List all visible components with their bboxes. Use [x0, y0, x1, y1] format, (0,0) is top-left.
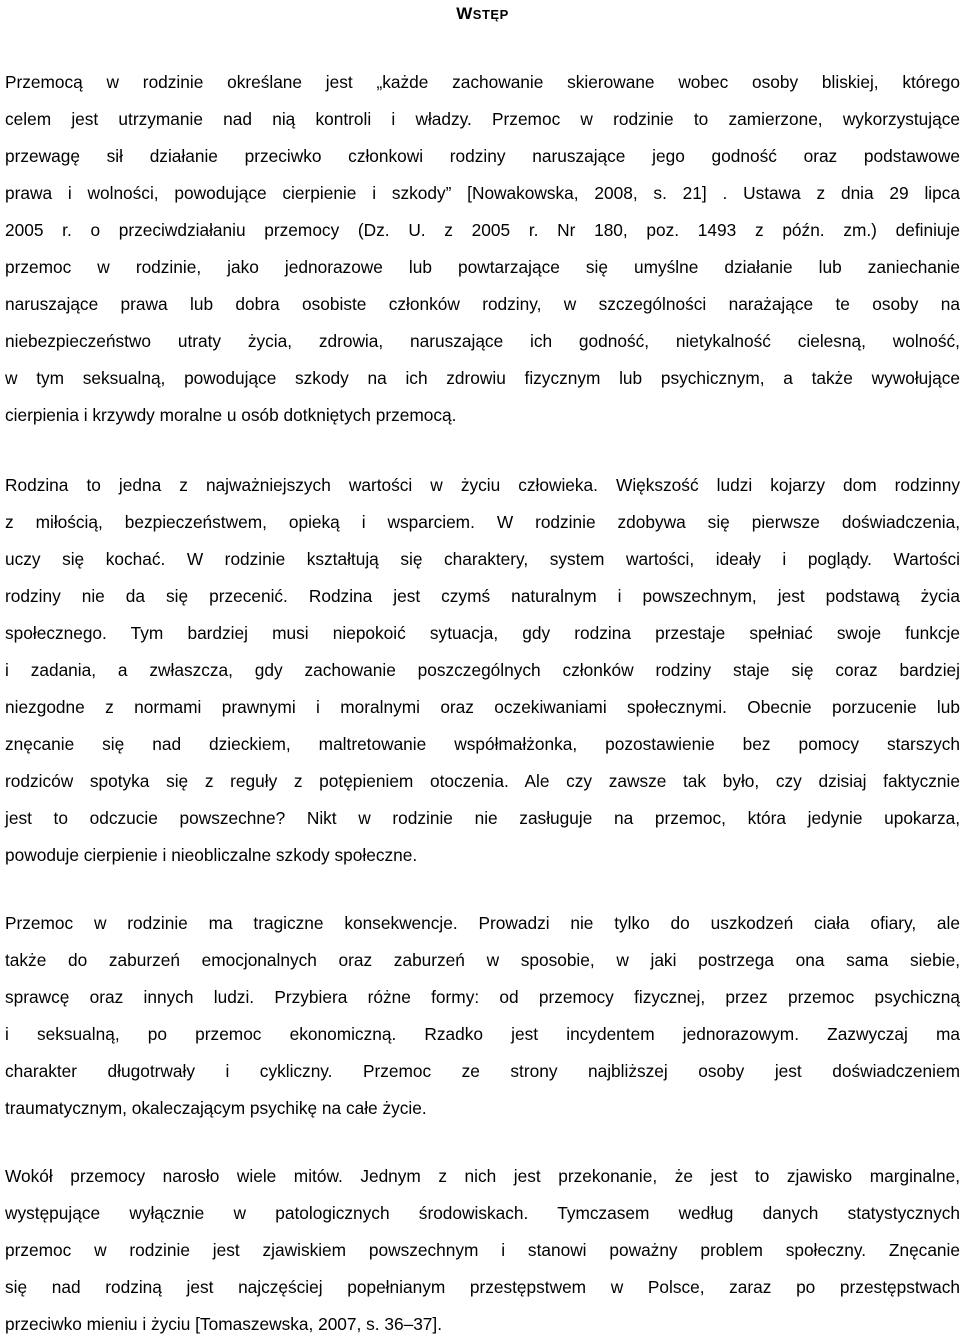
text-line: naruszające prawa lub dobra osobiste członków rodziny, w szczególności narażające te osoby na: [5, 294, 960, 314]
text-line: społecznego. Tym bardziej musi niepokoić sytuacja, gdy rodzina przestaje spełniać swoje funkcje: [5, 623, 960, 643]
text-line: przemoc w rodzinie, jako jednorazowe lub powtarzające się umyślne działanie lub zaniechanie: [5, 257, 960, 277]
text-line: znęcanie się nad dzieckiem, maltretowanie współmałżonka, pozostawienie bez pomocy starszych: [5, 734, 960, 754]
text-line: 2005 r. o przeciwdziałaniu przemocy (Dz. U. z 2005 r. Nr 180, poz. 1493 z późn. zm.) definiuje: [5, 220, 960, 240]
text-line: w tym seksualną, powodujące szkody na ich zdrowiu fizycznym lub psychicznym, a także wywołujące: [5, 368, 960, 388]
text-line: przeciwko mieniu i życiu [Tomaszewska, 2007, s. 36–37].: [5, 1314, 443, 1334]
text-line: cierpienia i krzywdy moralne u osób dotkniętych przemocą.: [5, 405, 457, 425]
text-line: i seksualną, po przemoc ekonomiczną. Rzadko jest incydentem jednorazowym. Zazwyczaj ma: [5, 1024, 960, 1044]
heading-rest: STĘP: [472, 7, 509, 22]
text-line: powoduje cierpienie i nieobliczalne szkody społeczne.: [5, 845, 418, 865]
text-line: Rodzina to jedna z najważniejszych wartości w życiu człowieka. Większość ludzi kojarzy dom rodzinny: [5, 475, 960, 495]
heading-initial: W: [456, 4, 473, 23]
text-line: traumatycznym, okaleczającym psychikę na całe życie.: [5, 1098, 427, 1118]
text-line: niebezpieczeństwo utraty życia, zdrowia, naruszające ich godność, nietykalność cielesną, wolność,: [5, 331, 960, 351]
text-line: także do zaburzeń emocjonalnych oraz zaburzeń w sposobie, w jaki postrzega ona sama siebie,: [5, 950, 960, 970]
text-line: przewagę sił działanie przeciwko członkowi rodziny naruszające jego godność oraz podstawowe: [5, 146, 960, 166]
text-line: z miłością, bezpieczeństwem, opieką i wsparciem. W rodzinie zdobywa się pierwsze doświadczenia,: [5, 512, 960, 532]
text-line: rodziny nie da się przecenić. Rodzina jest czymś naturalnym i powszechnym, jest podstawą życia: [5, 586, 960, 606]
text-line: i zadania, a zwłaszcza, gdy zachowanie poszczególnych członków rodziny staje się coraz bardziej: [5, 660, 960, 680]
text-line: rodziców spotyka się z reguły z potępieniem otoczenia. Ale czy zawsze tak było, czy dzisiaj faktycznie: [5, 771, 960, 791]
text-line: charakter długotrwały i cykliczny. Przemoc ze strony najbliższej osoby jest doświadczeniem: [5, 1061, 960, 1081]
text-line: Wokół przemocy narosło wiele mitów. Jednym z nich jest przekonanie, że jest to zjawisko marginalne,: [5, 1166, 960, 1186]
paragraph-definition: [5, 64, 960, 434]
text-line: Przemoc w rodzinie ma tragiczne konsekwencje. Prowadzi nie tylko do uszkodzeń ciała ofiary, ale: [5, 913, 960, 933]
paragraph-family-values: [5, 467, 960, 874]
text-line: Przemocą w rodzinie określane jest „każde zachowanie skierowane wobec osoby bliskiej, którego: [5, 72, 960, 92]
text-line: prawa i wolności, powodujące cierpienie i szkody” [Nowakowska, 2008, s. 21] . Ustawa z dnia 29 lipca: [5, 183, 960, 203]
text-line: uczy się kochać. W rodzinie kształtują się charaktery, system wartości, ideały i poglądy. Wartości: [5, 549, 960, 569]
paragraph-myths: [5, 1158, 960, 1343]
text-line: się nad rodziną jest najczęściej popełnianym przestępstwem w Polsce, zaraz po przestępstwach: [5, 1277, 960, 1297]
text-line: przemoc w rodzinie jest zjawiskiem powszechnym i stanowi poważny problem społeczny. Znęcanie: [5, 1240, 960, 1260]
text-line: niezgodne z normami prawnymi i moralnymi oraz oczekiwaniami społecznymi. Obecnie porzucenie lub: [5, 697, 960, 717]
text-line: sprawcę oraz innych ludzi. Przybiera różne formy: od przemocy fizycznej, przez przemoc psychiczną: [5, 987, 960, 1007]
text-line: jest to odczucie powszechne? Nikt w rodzinie nie zasługuje na przemoc, która jedynie upokarza,: [5, 808, 960, 828]
text-line: celem jest utrzymanie nad nią kontroli i władzy. Przemoc w rodzinie to zamierzone, wykorzystujące: [5, 109, 960, 129]
paragraph-consequences: [5, 905, 960, 1127]
section-heading: [5, 5, 960, 24]
text-line: występujące wyłącznie w patologicznych środowiskach. Tymczasem według danych statystycznych: [5, 1203, 960, 1223]
